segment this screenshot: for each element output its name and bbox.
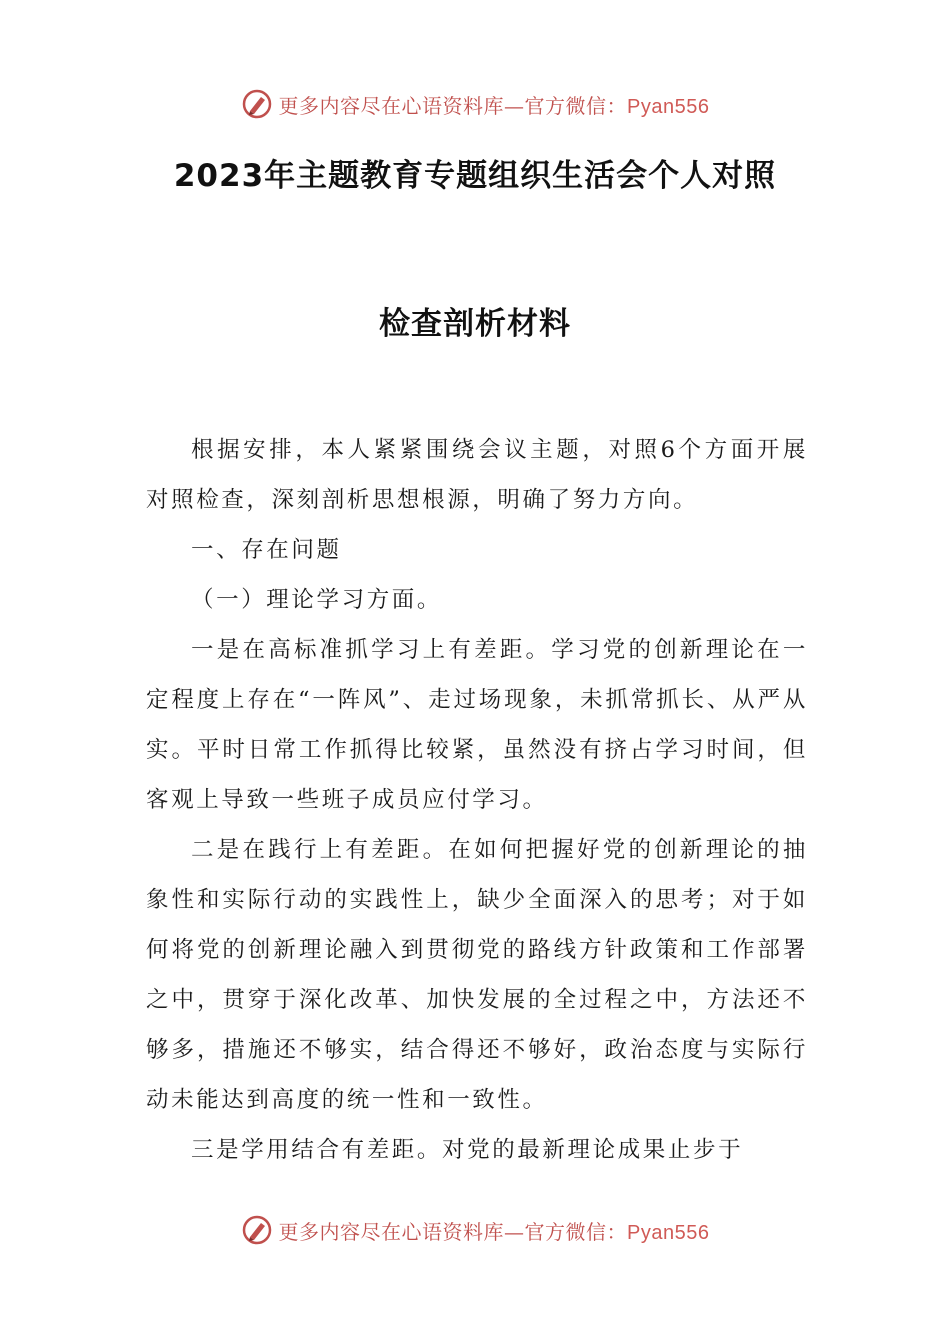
paragraph-point-three: 三是学用结合有差距。对党的最新理论成果止步于 [191,1137,744,1163]
pen-logo-icon [241,1214,273,1246]
watermark-official-label: 官方微信： [524,93,628,118]
watermark-dash: — [504,93,525,118]
subsection-heading-theory: （一）理论学习方面。 [191,587,443,613]
paragraph-point-one: 一是在高标准抓学习上有差距。学习党的创新理论在一定程度上存在“一阵风”、走过场现象，未抓常抓长、从严从实。平时日常工作抓得比较紧，虽然没有挤占学习时间，但客观上导致一些班子成员应付学习。 [146,637,808,813]
paragraph-point-two: 二是在践行上有差距。在如何把握好党的创新理论的抽象性和实际行动的实践性上，缺少全面深入的思考；对于如何将党的创新理论融入到贯彻党的路线方针政策和工作部署之中，贯穿于深化改革、加快发展的全过程之中，方法还不够多，措施还不够实，结合得还不够好，政治态度与实际行动未能达到高度的统一性和一致性。 [146,837,808,1113]
watermark-main-text: 更多内容尽在心语资料库 [278,93,505,118]
watermark-dash: — [504,1219,525,1244]
watermark-wechat-id: Pyan556 [627,95,710,118]
document-body [146,425,808,1175]
watermark-official-label: 官方微信： [524,1219,628,1244]
section-heading-problems: 一、存在问题 [191,537,342,563]
watermark-header [0,84,950,124]
pen-logo-icon [241,88,273,120]
watermark-text [279,90,710,119]
document-title-line-1: 2023年主题教育专题组织生活会个人对照 [173,158,777,194]
watermark-wechat-id: Pyan556 [627,1221,710,1244]
document-title-line-2: 检查剖析材料 [379,306,571,342]
watermark-text [279,1216,710,1245]
watermark-main-text: 更多内容尽在心语资料库 [278,1219,505,1244]
watermark-footer [0,1210,950,1250]
paragraph-intro: 根据安排，本人紧紧围绕会议主题，对照6个方面开展对照检查，深刻剖析思想根源，明确了努力方向。 [146,437,808,513]
